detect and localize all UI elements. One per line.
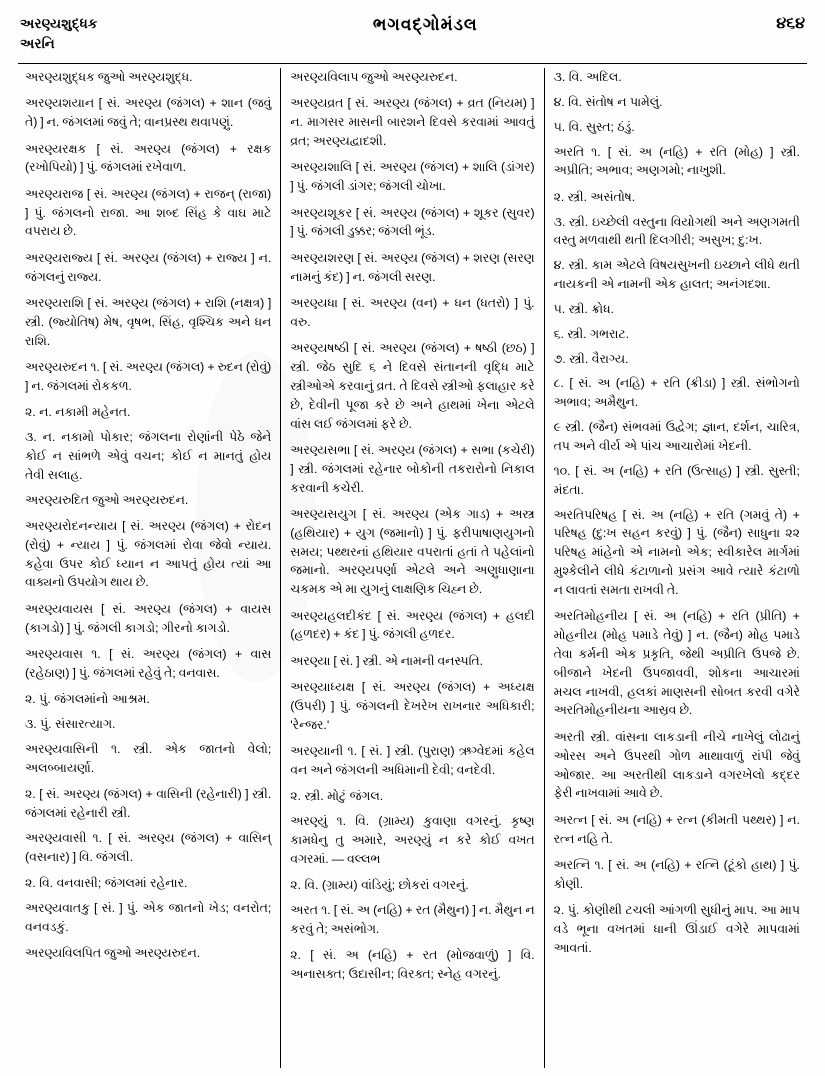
dictionary-entry: અરણ્યવાયસ [ સં. અરણ્ય (જંગલ) + વાયસ (કાગડો) ] પું. જંગલી કાગડો; ગીરનો કાગડો. (25, 601, 272, 635)
dictionary-subsense: ૫. સ્ત્રી. ક્રોધ. (553, 301, 614, 316)
dictionary-entry: અરણ્યસભા [ સં. અરણ્ય (જંગલ) + સભા (કચેરી) ] સ્ત્રી. જંગલમાં રહેનાર બોકોની તકરારોનો નિકાલ કરવાની કચેરી. (290, 442, 535, 495)
dictionary-subsense: ૨. પું. કોણીથી ટચલી આંગળી સુધીનું માપ. આ માપ વડે ભૂના વખતમાં ધાની ઊંડાઈ વગેરે માપવામાં આવતાં. (553, 903, 800, 955)
dictionary-entry: અરણ્યરોદનન્યાય [ સં. અરણ્ય (જંગલ) + રોદન (રોવું) + ન્યાય ] પું. જંગલમાં રોવા જેવો ન્યાય. કહેવા ઉપર કોઈ ધ્યાન ન આપતું હોય ત્યાં આ વાક્યનો ઉપયોગ થાય છે. (25, 518, 272, 590)
dictionary-subsense: ૧૦. [ સં. અ (નહિ) + રતિ (ઉત્સાહ) ] સ્ત્રી. સુસ્તી; મંદતા. (553, 463, 800, 497)
dictionary-subsense: ૨. વિ. વનવાસી; જંગલમાં રહેનાર. (25, 875, 188, 890)
dictionary-entry: અરણ્યાધ્યક્ષ [ સં. અરણ્ય (જંગલ) + અધ્યક્ષ (ઉપરી) ] પું. જંગલની દેખરેખ રાખનાર અધિકારી; 'રેન્જર.' (290, 680, 535, 732)
dictionary-entry: અરણ્યવાસ ૧. [ સં. અરણ્ય (જંગલ) + વાસ (રહેઠાણ) ] પું. જંગલમાં રહેવું તે; વનવાસ. (25, 646, 272, 680)
dictionary-entry: અરતિપરિષહ [ સં. અ (નહિ) + રતિ (ગમવું તે) + પરિષહ (દુ:ખ સહન કરવું) ] પું. (જૈન) સાધુના ૨૨ પરિષહ માંહેનો એ નામનો એક; સ્વીકારેલ માર્ગમાં મુશ્કેલીને લીધે કંટાળાનો પ્રસંગ આવે ત્યારે કંટાળો ન લાવતાં સમતા રાખવી તે. (553, 507, 800, 597)
dictionary-entry: અરણ્યશાલિ [ સં. અરણ્ય (જંગલ) + શાલિ (ડાંગર) ] પું. જંગલી ડાંગર; જંગલી ચોખા. (290, 160, 535, 194)
dictionary-entry: અરણ્યરક્ષક [ સં. અરણ્ય (જંગલ) + રક્ષક (રખોપિયો) ] પું. જંગલમાં રખેવાળ. (25, 141, 272, 175)
dictionary-entry: અરણ્યું ૧. વિ. (ગ્રામ્ય) કુવાણા વગરનું. કૃષ્ણ કામધેનુ તુ અમારે, અરણ્યું ન કરે કોઈ વખત વગરમાં. — વલ્લભ (290, 814, 535, 866)
dictionary-subsense: ૨. [ સં. અરણ્ય (જંગલ) + વાસિની (રહેનારી) ] સ્ત્રી. જંગલમાં રહેનારી સ્ત્રી. (25, 787, 272, 820)
dictionary-subsense: ૪. સ્ત્રી. કામ એટલે વિષયસુખની ઇચ્છાને લીધે થતી નાયકની એ નામની એક હાલત; અનંગદશા. (553, 258, 800, 292)
dictionary-subsense: ૨. સ્ત્રી. અસંતોષ. (553, 189, 636, 204)
guide-word-first: અરણ્યશુદ્ધક (20, 16, 98, 31)
dictionary-entry: અરતી સ્ત્રી. વાંસના લાકડાની નીચે નાખેલું લોઢાનું ઓરસ અને ઉપરથી ગોળ માથાવાળું રાંપી જેવું ઓજાર. આ અરતીથી લાકડાને વગરખેલો કદ્દર ફેરી નાખવામાં આવે છે. (553, 729, 800, 801)
dictionary-entry: અરણ્યવ્રત [ સં. અરણ્ય (જંગલ) + વ્રત (નિયમ) ] ન. માગસર માસની બારશને દિવસે કરવામાં આવતું વ્રત; અરણ્યદ્વાદશી. (290, 96, 535, 149)
dictionary-entry: અરતિ ૧. [ સં. અ (નહિ) + રતિ (મોહ) ] સ્ત્રી. અપ્રીતિ; અભાવ; અણગમો; નાખુશી. (553, 144, 800, 178)
dictionary-entry: અરણ્યવાતકુ [ સં. ] પું. એક જાતનો ખેડ; વનરોત; વનવડકું. (25, 900, 272, 934)
dictionary-entry: અરણ્યા [ સં. ] સ્ત્રી. એ નામની વનસ્પતિ. (290, 653, 484, 668)
dictionary-entry: અરણ્યશુદ્ધક જુઓ અરણ્યશુદ્ધ. (25, 70, 193, 84)
column-middle (280, 68, 544, 1068)
page-header (16, 14, 809, 60)
dictionary-entry: અરણ્યરાશિ [ સં. અરણ્ય (જંગલ) + રાશિ (નક્ષત્ર) ] સ્ત્રી. (જ્યોતિષ) મેષ, વૃષભ, સિંહ, વૃશ્ચિક અને ધન રાશિ. (25, 295, 272, 348)
dictionary-entry: અરણ્યવિલપિત જુઓ અરણ્યરુદન. (25, 945, 201, 960)
dictionary-subsense: ૮. [ સં. અ (નહિ) + રતિ (ક્રીડા) ] સ્ત્રી. સંભોગનો અભાવ; અમૈથુન. (553, 376, 800, 410)
dictionary-subsense: ૭. સ્ત્રી. વૈરાગ્ય. (553, 351, 629, 366)
dictionary-subsense: ૪. વિ. સંતોષ ન પામેલું. (553, 94, 663, 109)
dictionary-entry: અરણ્યરુદિત જુઓ અરણ્યરુદન. (25, 492, 189, 507)
dictionary-entry: અરતિમોહનીય [ સં. અ (નહિ) + રતિ (પ્રીતિ) + મોહનીય (મોહ પમાડે તેવું) ] ન. (જૈન) મોહ પમાડે તેવા કર્મની એક પ્રકૃતિ, જેથી અપ્રીતિ ઉપજે છે. બીજાને ખેદની ઉપજાવવી, શોકના આચારમાં મચલ નાખવી, હલકાં માણસની સોબત કરવી વગેરે અરતિમોહનીયના આસ્રવ છે. (553, 609, 800, 718)
dictionary-entry: અરણ્યવિલાપ જુઓ અરણ્યરુદન. (290, 70, 458, 84)
header-divider (18, 63, 807, 64)
dictionary-subsense: ૨. ન. નકામી મહેનત. (25, 405, 131, 420)
column-left (16, 68, 280, 1068)
dictionary-entry: અરત્નિ ૧. [ સં. અ (નહિ) + રત્નિ (ટૂંકો હાથ) ] પું. કોણી. (553, 857, 800, 891)
page-number: ૪૬૪ (776, 15, 805, 32)
column-container (16, 68, 809, 1068)
dictionary-subsense: ૩. સ્ત્રી. ઇચ્છેલી વસ્તુના વિયોગથી અને અણગમતી વસ્તુ મળવાથી થતી દિલગીરી; અસુખ; દુ:ખ. (553, 214, 800, 248)
dictionary-subsense: ૯ સ્ત્રી. (જૈન) સંભવમાં ઉદ્વેગ; જ્ઞાન, દર્શન, ચારિત્ર, તપ અને વીર્ય એ પાંચ આચારોમાં ખેદની. (553, 420, 800, 453)
dictionary-subsense: ૨. વિ. (ગ્રામ્ય) વાંડિયું; છોકરાં વગરનું. (290, 878, 469, 893)
dictionary-entry: અરણ્યશરણ [ સં. અરણ્ય (જંગલ) + શરણ (સરણ નામનું કંદ) ] ન. જંગલી સરણ. (290, 250, 535, 284)
dictionary-subsense: ૫. વિ. સુસ્ત; ઠંડું. (553, 119, 635, 134)
dictionary-entry: અરણ્યધા [ સં. અરણ્ય (વન) + ધન (ધતરો) ] પું. વરુ. (290, 295, 535, 329)
dictionary-subsense: ૨. સ્ત્રી. મોટું જંગલ. (290, 789, 384, 804)
dictionary-entry: અરત ૧. [ સં. અ (નહિ) + રત (મૈથુન) ] ન. મૈથુન ન કરવું તે; અસંભોગ. (290, 903, 535, 936)
dictionary-entry: અરણ્યહલદીકંદ [ સં. અરણ્ય (જંગલ) + હલદી (હળદર) + કંદ ] પું. જંગલી હળદર. (290, 608, 535, 642)
dictionary-entry: અરણ્યરુદન ૧. [ સં. અરણ્ય (જંગલ) + રુદન (રોવું) ] ન. જંગલમાં રોકકળ. (25, 359, 272, 393)
dictionary-subsense: ૩. ન. નકામો પોકાર; જંગલના રોણાંની પેઠે જેને કોઈ ન સાંભળે એવું વચન; કોઈ ન માનતું હોય તેવી સલાહ. (25, 430, 272, 482)
column-right (545, 68, 809, 1068)
dictionary-subsense: ૬. સ્ત્રી. ગભરાટ. (553, 326, 630, 341)
dictionary-entry: અરણ્યવાસી ૧. [ સં. અરણ્ય (જંગલ) + વાસિન્ (વસનાર) ] વિ. જંગલી. (25, 830, 272, 864)
header-left-guide-words (20, 14, 98, 53)
dictionary-entry: અરત્ન [ સં. અ (નહિ) + રત્ન (કીમતી પથ્થર) ] ન. રત્ન નહિ તે. (553, 812, 800, 846)
dictionary-entry: અરણ્યરાજ્ય [ સં. અરણ્ય (જંગલ) + રાજ્ય ] ન. જંગલનું રાજ્ય. (25, 250, 272, 284)
book-title: ભગવદ્ગોમંડલ (372, 15, 478, 34)
dictionary-subsense: ૩. વિ. અદિલ. (553, 70, 622, 84)
dictionary-subsense: ૩. પું. સંસારત્યાગ. (25, 716, 116, 731)
dictionary-entry: અરણ્યશયાન [ સં. અરણ્ય (જંગલ) + શાન (જવું તે) ] ન. જંગલમાં જવું તે; વાનપ્રસ્થ થવાપણું. (25, 96, 272, 130)
dictionary-entry: અરણ્યસયુગ [ સં. અરણ્ય (એક ગાડ) + અસ્ત્ર (હથિયાર) + યુગ (જમાનો) ] પું. ફરીપાષાણયુગનો સમય; પથ્થરનાં હથિયાર વપરાતાં હતાં તે પહેલાંનો જમાનો. અરણ્યપર્ણા એટલે અને અણુધાણાના ચકમક એ મા યુગનું લાક્ષણિક ચિહ્ન છે. (290, 506, 535, 597)
guide-word-second: અરનિ (20, 35, 55, 51)
dictionary-subsense: ૨. પું. જંગલમાંનો આશ્રમ. (25, 692, 150, 707)
dictionary-subsense: ૨. [ સં. અ (નહિ) + રત (મોજવાળું) ] વિ. અનાસક્ત; ઉદાસીન; વિરક્ત; સ્નેહ વગરનું. (290, 948, 535, 982)
dictionary-entry: અરણ્યાની ૧. [ સં. ] સ્ત્રી. (પુરાણ) ઋગ્વેદમાં કહેલ વન અને જંગલની અધિમાની દેવી; વનદેવી. (290, 744, 535, 777)
dictionary-entry: અરણ્યરાજ [ સં. અરણ્ય (જંગલ) + રાજન્ (રાજા) ] પું. જંગલનો રાજા. આ શબ્દ સિંહ કે વાઘ માટે વપરાય છે. (25, 186, 272, 239)
dictionary-entry: અરણ્યશૂકર [ સં. અરણ્ય (જંગલ) + શૂકર (સુવર) ] પું. જંગલી ડુક્કર; જંગલી ભૂંડ. (290, 205, 535, 239)
dictionary-entry: અરણ્યષષ્ઠી [ સં. અરણ્ય (જંગલ) + ષષ્ઠી (છઠ) ] સ્ત્રી. જેઠ સુદિ ૬ ને દિવસે સંતાનની વૃદ્ધિ માટે સ્ત્રીઓએ કરવાનું વ્રત. તે દિવસે સ્ત્રીઓ ફલાહાર કરે છે, દેવીની પૂજા કરે છે અને હાથમાં ખેના એટલે વાંસ લઈ જંગલમાં ફરે છે. (290, 341, 535, 431)
dictionary-entry: અરણ્યવાસિની ૧. સ્ત્રી. એક જાતનો વેલો; અલબ્બાયર્ણા. (25, 741, 272, 775)
